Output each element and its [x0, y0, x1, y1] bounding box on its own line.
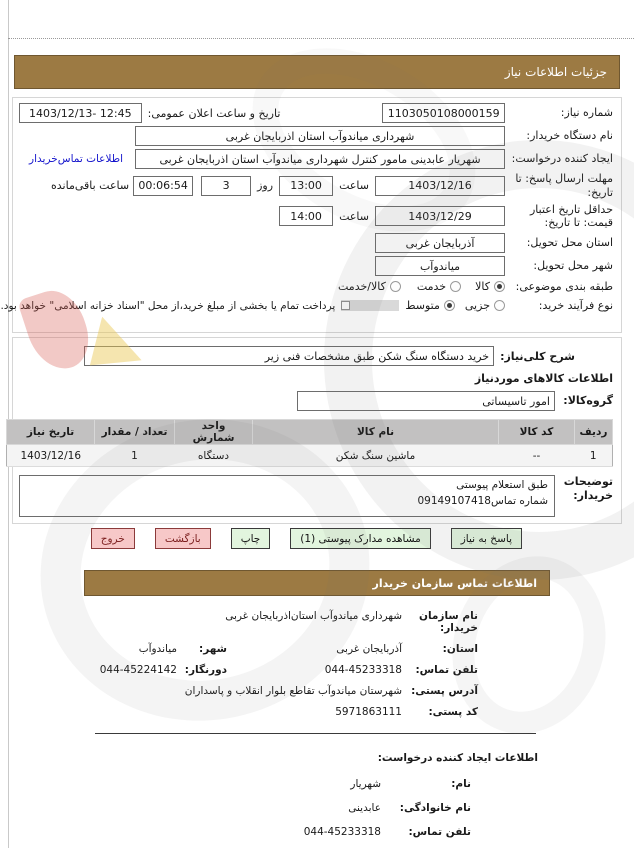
province-value: آذربایجان غربی: [336, 643, 402, 655]
price-validity-label: حداقل تاریخ اعتبار قیمت: تا تاریخ:: [529, 202, 613, 230]
province-label: استان:: [442, 643, 478, 655]
row-need-number: [19, 103, 613, 123]
row-phone-fax: [30, 664, 478, 676]
response-deadline-date-input[interactable]: 1403/12/16: [375, 176, 505, 196]
delivery-city-input[interactable]: میاندوآب: [375, 256, 505, 276]
response-deadline-hour-label: ساعت: [339, 179, 369, 193]
last-name-value: عابدینی: [348, 802, 381, 814]
request-creator-label: ایجاد کننده درخواست:: [511, 152, 613, 166]
row-buyer-notes: [19, 475, 613, 517]
radio-service-label: خدمت: [416, 280, 447, 294]
price-validity-hour-input[interactable]: 14:00: [279, 206, 333, 226]
col-code: کد کالا: [499, 420, 575, 445]
cell-code: --: [499, 445, 575, 467]
radio-service[interactable]: [450, 281, 461, 292]
row-creator-phone: [30, 826, 471, 838]
goods-box: [12, 337, 622, 524]
details-section-header: [14, 55, 620, 89]
response-deadline-days-input[interactable]: 3: [201, 176, 251, 196]
org-name-value: شهرداری میاندوآب استان‌اذربایجان غربی: [225, 610, 402, 622]
col-name: نام کالا: [253, 420, 499, 445]
cell-row: 1: [575, 445, 613, 467]
city-label: شهر:: [199, 643, 227, 655]
postal-code-value: 5971863111: [335, 706, 402, 718]
creator-info: [30, 778, 471, 848]
announce-datetime-label: تاریخ و ساعت اعلان عمومی:: [147, 106, 281, 120]
col-qty: تعداد / مقدار: [95, 420, 175, 445]
first-name-value: شهریار: [350, 778, 381, 790]
buyer-org-input[interactable]: شهرداری میاندوآب استان اذربایجان غربی: [135, 126, 505, 146]
delivery-province-input[interactable]: آذربایجان غربی: [375, 233, 505, 253]
treasury-strip: [341, 300, 399, 311]
buyer-notes-label-line2: خریدار:: [573, 489, 613, 503]
details-section-title: جزئیات اطلاعات نیاز: [504, 65, 607, 79]
need-number-input[interactable]: 1103050108000159: [382, 103, 505, 123]
buyer-notes-line1: طبق استعلام پیوستی: [456, 479, 548, 491]
price-validity-date-input[interactable]: 1403/12/29: [375, 206, 505, 226]
col-date: تاریخ نیاز: [7, 420, 95, 445]
response-deadline-label: مهلت ارسال پاسخ: تا تاریخ:: [515, 172, 613, 199]
creator-phone-value: 044-45233318: [303, 826, 381, 838]
city-value: میاندوآب: [138, 643, 177, 655]
row-postal-code: [30, 706, 478, 718]
radio-minor[interactable]: [494, 300, 505, 311]
row-request-creator: [19, 149, 613, 169]
purchase-process-label: نوع فرآیند خرید:: [538, 298, 613, 312]
buyer-contact-link[interactable]: اطلاعات تماس‌خریدار: [29, 153, 123, 165]
buyer-notes-line2: شماره تماس09149107418: [417, 494, 548, 507]
radio-goods-service[interactable]: [390, 281, 401, 292]
buyer-notes-label-line1: توضیحات: [563, 475, 613, 488]
respond-to-need-button[interactable]: پاسخ به نیاز: [451, 528, 522, 549]
remaining-time-box: 00:06:54: [133, 176, 193, 196]
announce-datetime-input[interactable]: 1403/12/13- 12:45: [19, 103, 142, 123]
radio-goods-service-label: کالا/خدمت: [338, 280, 386, 294]
cell-unit: دستگاه: [175, 445, 253, 467]
need-description-label: شرح کلی‌نیاز:: [500, 349, 575, 363]
col-unit: واحد شمارش: [175, 420, 253, 445]
row-delivery-city: [19, 256, 613, 276]
row-goods-group: [19, 391, 613, 411]
goods-group-input[interactable]: امور تاسیساتی: [297, 391, 555, 411]
treasury-checkbox[interactable]: [341, 301, 350, 310]
address-value: شهرستان میاندوآب تقاطع بلوار انقلاب و پاسداران: [184, 685, 402, 697]
radio-medium[interactable]: [444, 300, 455, 311]
address-label: آدرس پستی:: [411, 685, 478, 697]
row-last-name: [30, 802, 471, 814]
back-button[interactable]: بازگشت: [155, 528, 211, 549]
treasury-note: پرداخت تمام یا بخشی از مبلغ خرید،از محل "اسناد خزانه اسلامی" خواهد بود.: [0, 299, 336, 312]
radio-goods[interactable]: [494, 281, 505, 292]
col-row: ردیف: [575, 420, 613, 445]
row-purchase-process: [0, 298, 613, 313]
table-row: [7, 445, 613, 467]
contact-section-header: [84, 570, 550, 596]
goods-group-label: گروه‌کالا:: [563, 394, 613, 408]
cell-qty: 1: [95, 445, 175, 467]
exit-button[interactable]: خروج: [91, 528, 135, 549]
request-creator-input[interactable]: شهریار عابدینی مامور کنترل شهرداری میاندوآب استان اذربایجان غربی: [135, 149, 505, 169]
fax-label: دورنگار:: [184, 664, 227, 676]
need-description-input[interactable]: خرید دستگاه سنگ شکن طبق مشخصات فنی زیر: [84, 346, 494, 366]
delivery-province-label: استان محل تحویل:: [526, 236, 613, 250]
radio-minor-label: جزیی: [464, 299, 490, 313]
buyer-org-label: نام دستگاه خریدار:: [526, 129, 613, 143]
row-price-validity: [19, 203, 613, 231]
row-buyer-org: [19, 126, 613, 146]
need-number-label: شماره نیاز:: [560, 106, 613, 120]
print-button[interactable]: چاپ: [231, 528, 271, 549]
dotted-separator: [8, 38, 634, 39]
row-subject-class: [19, 280, 613, 294]
subject-class-label: طبقه بندی موضوعی:: [515, 280, 613, 293]
buyer-notes-box[interactable]: [19, 475, 555, 517]
postal-code-label: کد پستی:: [428, 706, 478, 718]
goods-table-header-row: [7, 420, 613, 445]
goods-info-title: اطلاعات کالاهای موردنیاز: [474, 372, 613, 385]
response-deadline-day-label: روز: [257, 179, 274, 193]
row-need-description: [19, 346, 575, 366]
creator-info-title: اطلاعات ایجاد کننده درخواست:: [377, 752, 538, 764]
section-divider: [95, 733, 536, 734]
org-name-label: نام سازمان خریدار:: [419, 610, 478, 634]
price-validity-hour-label: ساعت: [339, 209, 369, 223]
contact-phone-value: 044-45233318: [324, 664, 402, 676]
row-first-name: [30, 778, 471, 790]
contact-section-title: اطلاعات تماس سازمان خریدار: [372, 576, 537, 590]
need-form-box: [0, 97, 622, 333]
last-name-label: نام خانوادگی:: [399, 802, 471, 814]
row-response-deadline: [19, 172, 613, 200]
cell-name: ماشین سنگ شکن: [253, 445, 499, 467]
first-name-label: نام:: [451, 778, 471, 790]
row-province-city: [30, 643, 478, 655]
view-attachments-button[interactable]: مشاهده مدارک پیوستی (1): [290, 528, 430, 549]
row-org-name: [30, 610, 478, 634]
cell-date: 1403/12/16: [7, 445, 95, 467]
row-delivery-province: [19, 233, 613, 253]
radio-medium-label: متوسط: [405, 299, 440, 313]
delivery-city-label: شهر محل تحویل:: [533, 259, 613, 273]
contact-phone-label: تلفن تماس:: [415, 664, 478, 676]
fax-value: 044-45224142: [99, 664, 177, 676]
creator-phone-label: تلفن تماس:: [408, 826, 471, 838]
response-deadline-hour-input[interactable]: 13:00: [279, 176, 333, 196]
goods-table: [6, 419, 613, 467]
radio-goods-label: کالا: [475, 280, 490, 294]
action-buttons: [91, 528, 522, 549]
row-address: [30, 685, 478, 697]
remaining-time-label: ساعت باقی‌مانده: [51, 179, 130, 193]
buyer-contact-info: [30, 610, 478, 727]
